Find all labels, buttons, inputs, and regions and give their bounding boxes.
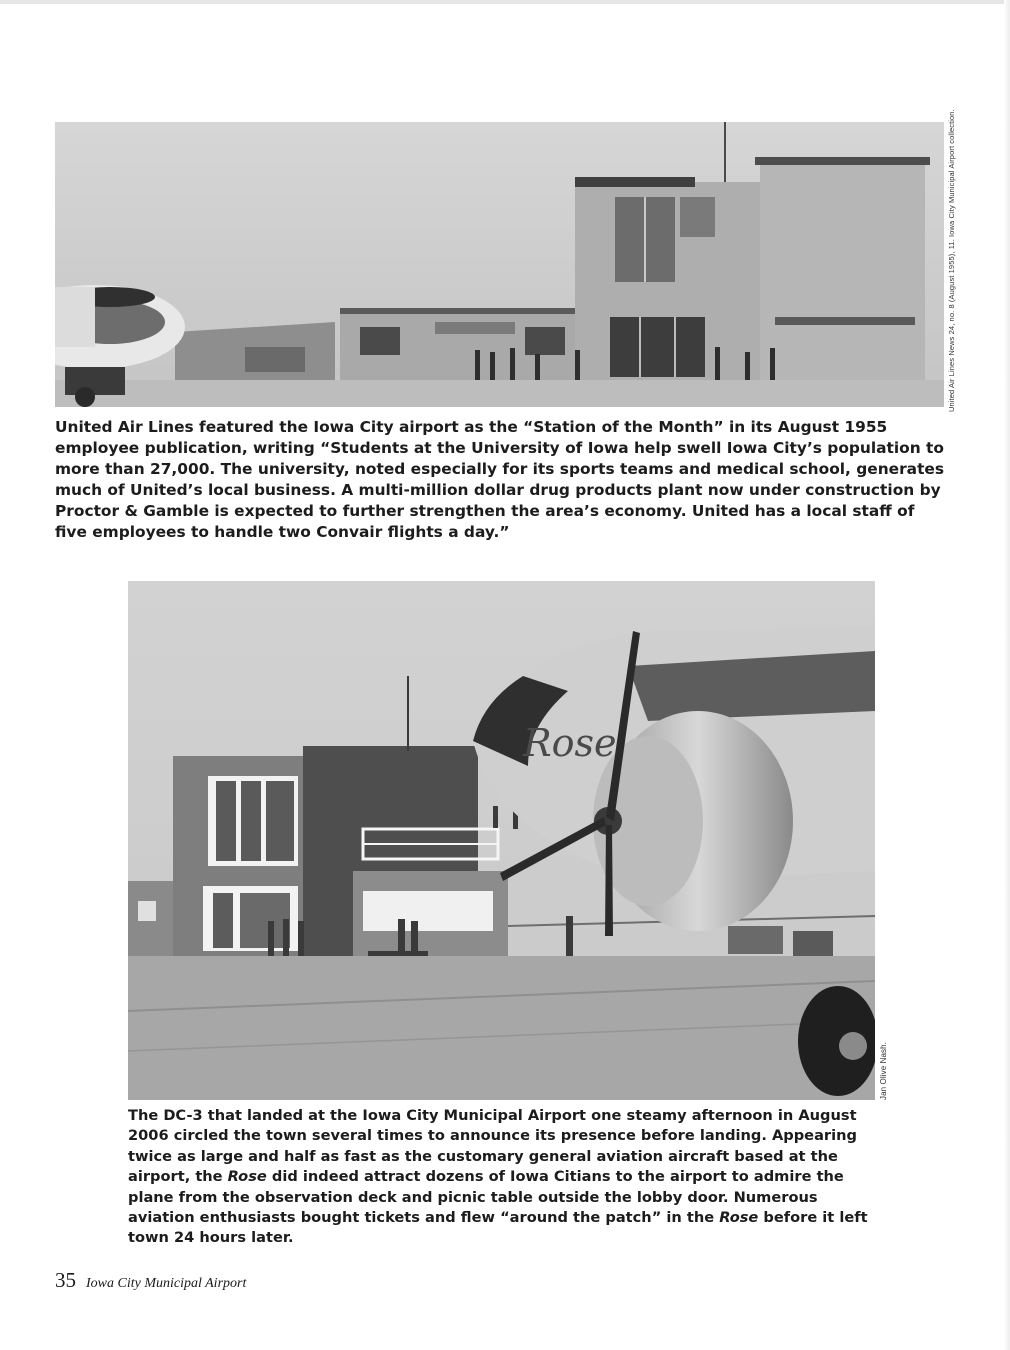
photo-2-credit: Jan Olive Nash. [879, 1042, 888, 1100]
photo-dc3-rose-drawing [128, 581, 875, 1100]
caption-2-text-c: before it left town 24 hours later. [128, 1209, 868, 1247]
page-top-edge [0, 0, 1010, 4]
page-footer [55, 1268, 246, 1293]
photo-1955-terminal [55, 122, 944, 407]
caption-2-text-a: The DC-3 that landed at the Iowa City Municipal Airport one steamy afternoon in August 2006 circled the town several times to announce its presence before landing. Appearing twice as large and half as fast as the customary general aviation aircraft based at the airport, the [128, 1107, 857, 1186]
rose-script-on-fuselage: Rose [523, 721, 617, 765]
caption-2-rose-italic: Rose [227, 1168, 267, 1186]
photo-dc3-rose [128, 581, 875, 1100]
page-right-edge [1004, 0, 1010, 1350]
photo-1-credit: United Air Lines News 24, no. 8 (August 1955), 11. Iowa City Municipal Airport collection. [947, 109, 956, 412]
caption-2-rose-italic-second: Rose [719, 1209, 759, 1227]
running-title: Iowa City Municipal Airport [86, 1276, 247, 1291]
caption-2-text-b: did indeed attract dozens of Iowa Citians to the airport to admire the plane from the observation deck and picnic table outside the lobby door. Numerous aviation enthusiasts bought tickets and flew “around the patch” in the [128, 1168, 844, 1227]
page-number: 35 [55, 1268, 76, 1292]
caption-1955-terminal: United Air Lines featured the Iowa City airport as the “Station of the Month” in its August 1955 employee publication, writing “Students at the University of Iowa help swell Iowa City’s population to more than 27,000. The university, noted especially for its sports teams and medical school, generates much of United’s local business. A multi-million dollar drug products plant now under construction by Proctor & Gamble is expected to further strengthen the area’s economy. United has a local staff of five employees to handle two Convair flights a day.” [55, 418, 945, 541]
photo-1955-terminal-drawing [55, 122, 944, 407]
caption-dc3-rose [128, 1106, 868, 1249]
